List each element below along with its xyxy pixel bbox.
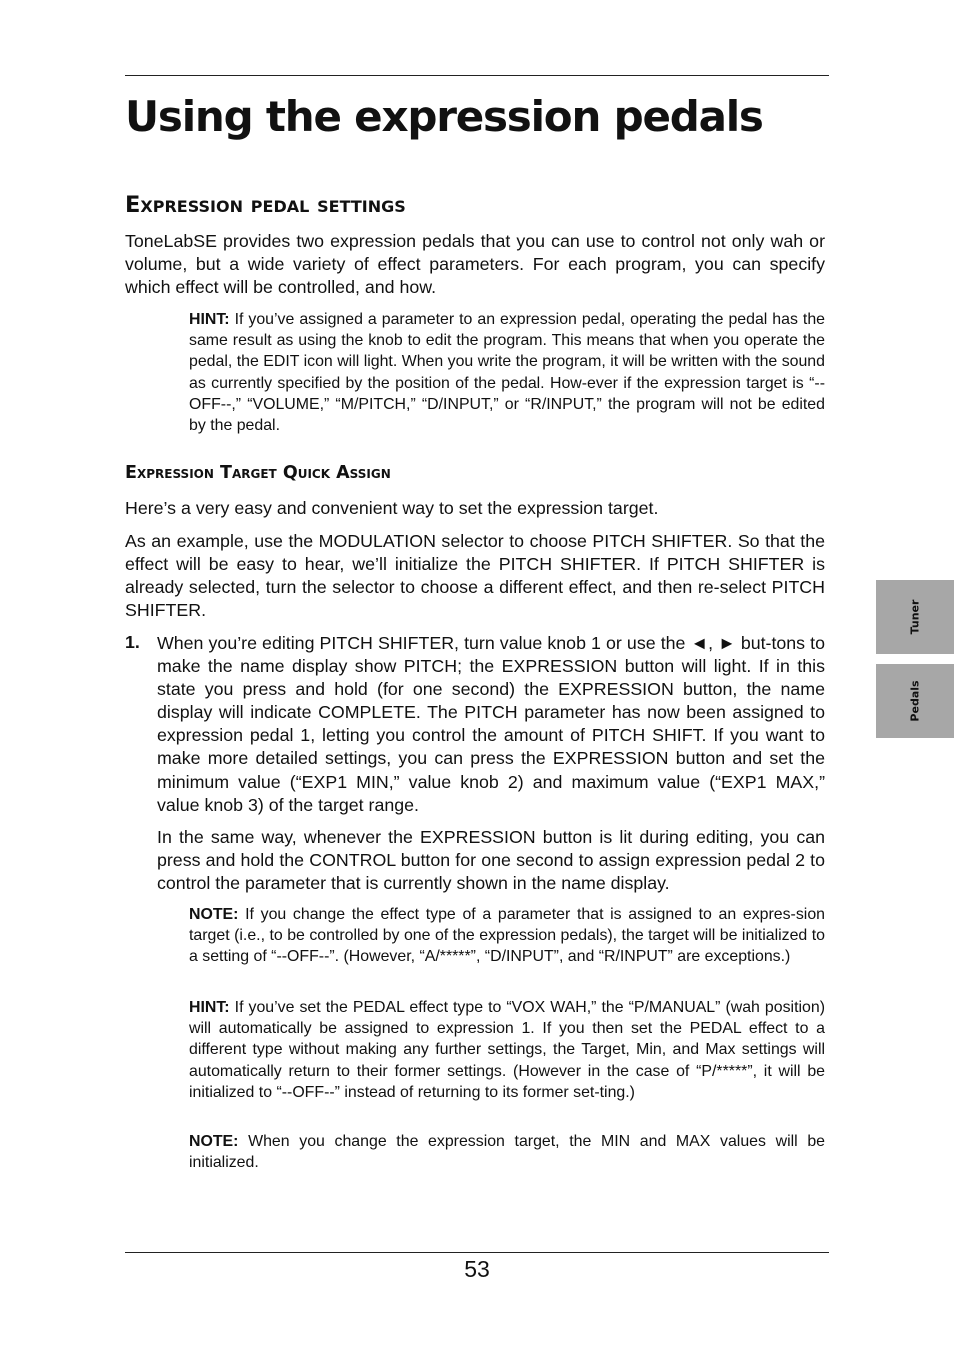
bottom-rule	[125, 1252, 829, 1253]
intro-paragraph: ToneLabSE provides two expression pedals that you can use to control not only wah or volume, but a wide variety of effect parameters. For each program, you can specify which effect will be controlled, and how.	[125, 231, 825, 298]
sub-heading-w2-initial: T	[220, 463, 232, 483]
step-1-continuation: In the same way, whenever the EXPRESSION button is lit during editing, you can press and hold the CONTROL button for one second to assign expression pedal 2 to control the parameter that is currently shown in the name display.	[157, 827, 825, 894]
sub-heading-w3-initial: Q	[282, 463, 298, 483]
note-2	[189, 1131, 825, 1173]
side-tab-tuner[interactable]	[876, 580, 954, 654]
sub-heading-w1-rest: xpression	[136, 463, 214, 483]
paragraph-easy-way: Here’s a very easy and convenient way to set the expression target.	[125, 498, 659, 518]
section-heading-initial: E	[125, 192, 141, 218]
page-title: Using the expression pedals	[125, 92, 763, 141]
note-2-text: When you change the expression target, the MIN and MAX values will be initialized.	[189, 1133, 825, 1172]
hint-1-text: If you’ve assigned a parameter to an expression pedal, operating the pedal has the same result as using the knob to edit the program. This means that when you operate the pedal, the EDIT icon will light. When you write the program, it will be written with the sound as currently specified by the position of the pedal. How-ever if the expression target is “--OFF--,” “VOLUME,” “M/PITCH,” “D/INPUT,” or “R/INPUT,” the program will not be edited by the pedal.	[189, 311, 825, 435]
sub-heading-w2-rest: arget	[231, 463, 277, 483]
sub-heading-w1-initial: E	[125, 463, 137, 483]
note-1-label: NOTE:	[189, 906, 239, 923]
hint-2-text: If you’ve set the PEDAL effect type to “VOX WAH,” the “P/MANUAL” (wah position) will automatically be assigned to expression 1. If you then set the PEDAL effect to a different type without making any further settings, the Target, Min, and Max settings will automatically return to their former settings. (However in the case of “P/*****”, it will be initialized to “--OFF--” instead of returning to its former set-ting.)	[189, 999, 825, 1101]
sub-heading-w4-initial: A	[336, 463, 350, 483]
sub-heading-w3-rest: uick	[297, 463, 331, 483]
paragraph-example: As an example, use the MODULATION selector to choose PITCH SHIFTER. So that the effect will be easy to hear, we’ll initialize the PITCH SHIFTER. If PITCH SHIFTER is already selected, turn the selector to choose a different effect, and then re-select PITCH SHIFTER.	[125, 531, 825, 621]
sub-heading-w4-rest: ssign	[349, 463, 391, 483]
hint-2	[189, 997, 825, 1103]
section-heading-rest: xpression pedal settings	[140, 192, 406, 218]
hint-2-label: HINT:	[189, 999, 230, 1016]
step-1-number: 1.	[125, 632, 140, 652]
side-tab-pedals-label: Pedals	[908, 680, 922, 722]
hint-1-label: HINT:	[189, 311, 230, 328]
page-number: 53	[464, 1256, 490, 1282]
step-1-text: When you’re editing PITCH SHIFTER, turn value knob 1 or use the ◄, ► but-tons to make the name display show PITCH; the EXPRESSION button will light. If in this state you press and hold (for one second) the EXPRESSION button, the name display will indicate COMPLETE. The PITCH parameter has now been assigned to expression pedal 1, letting you control the amount of PITCH SHIFT. If you want to make more detailed settings, you can press the EXPRESSION button and set the minimum value (“EXP1 MIN,” value knob 2) and maximum value (“EXP1 MAX,” value knob 3) of the target range.	[157, 633, 825, 815]
note-2-label: NOTE:	[189, 1133, 239, 1150]
side-tab-pedals[interactable]	[876, 664, 954, 738]
note-1	[189, 904, 825, 968]
side-tab-tuner-label: Tuner	[908, 599, 922, 635]
sub-heading	[125, 463, 391, 483]
top-rule	[125, 75, 829, 76]
hint-1	[189, 309, 825, 436]
note-1-text: If you change the effect type of a parameter that is assigned to an expres-sion target (i.e., to be controlled by one of the expression pedals), the target will be initialized to a setting of “--OFF--”. (However, “A/*****”, “D/INPUT”, and “R/INPUT” are exceptions.)	[189, 906, 825, 966]
section-heading	[125, 192, 406, 218]
